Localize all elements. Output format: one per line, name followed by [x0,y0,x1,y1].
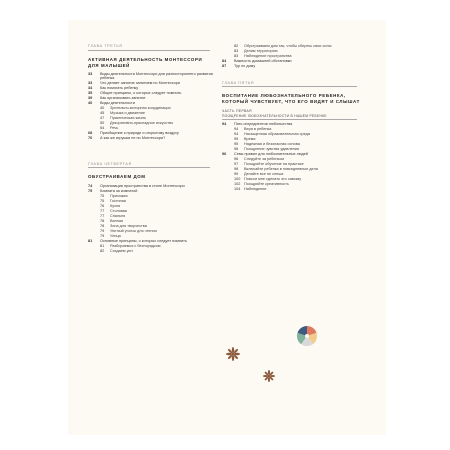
book-page [68,20,386,435]
toc-entry[interactable] [88,72,214,81]
toc-entry-title: Столовая [110,208,127,213]
right-column [222,44,372,191]
pine-cone-icon [226,347,240,361]
toc-page-number: 94 [234,131,239,136]
toc-page-number: 95 [234,136,239,141]
toc-entry-title: Что делает занятие занятием по Монтессори [100,81,181,86]
toc-page-number: 76 [100,203,105,208]
toc-entry[interactable] [88,86,214,91]
toc-entry[interactable] [222,187,372,192]
toc-page-number: 33 [88,81,93,86]
toc-entry[interactable] [88,249,214,254]
toc-entry[interactable] [222,152,372,157]
toc-entry-title: Уютный уголок для чтения [110,228,157,233]
toc-entry-title: Улица [110,233,121,238]
toc-entry-title: Общие принципы, о которых следует помнить [100,91,182,96]
toc-entry[interactable] [88,204,214,209]
toc-entry[interactable] [88,234,214,239]
toc-entry-title: Зона для творчества [110,223,147,228]
toc-entry[interactable] [222,137,372,142]
toc-page-number: 98 [234,166,239,171]
toc-entry-title: Делим территорию [244,49,278,54]
toc-entry-title: Ванная [110,218,124,223]
toc-entry-title: Обустраиваем дом так, чтобы сберечь свои силы [244,44,332,49]
toc-page-number: 70 [88,136,93,141]
toc-entry[interactable] [222,172,372,177]
toc-entry-title: Важность домашней обстановки [234,59,292,64]
toc-entry[interactable] [222,182,372,187]
toc-list [222,44,372,69]
toc-page-number: 35 [88,91,93,96]
toc-page-number: 50 [100,121,105,126]
toc-entry[interactable] [222,54,372,59]
toc-page-number: 94 [234,126,239,131]
toc-page-number: 77 [100,208,105,213]
toc-list [222,122,372,191]
toc-entry-title: Гостиная [110,198,126,203]
toc-page-number: 45 [100,111,105,116]
toc-entry-title: Зрительно-моторная координация [110,106,171,111]
toc-page-number: 68 [88,131,93,136]
toc-entry-title: Основные принципы, о которых следует помнить [100,238,187,243]
toc-entry-title: Следуйте за ребенком [244,156,284,161]
toc-page-number: 102 [234,181,241,186]
toc-page-number: 95 [234,141,239,146]
toc-entry[interactable] [222,157,372,162]
toc-entry[interactable] [88,229,214,234]
toc-entry-title: Время [244,136,256,141]
toc-entry[interactable] [88,239,214,244]
toc-entry[interactable] [88,199,214,204]
toc-entry-title: Пять ингредиентов любопытства [234,121,293,126]
toc-entry[interactable] [88,214,214,219]
toc-entry[interactable] [222,162,372,167]
toc-entry-title: Помоги мне сделать это самому [244,176,302,181]
toc-entry-title: Включайте ребенка в повседневные дела [244,166,318,171]
toc-page-number: 104 [234,186,241,191]
toc-entry[interactable] [88,219,214,224]
toc-entry[interactable] [88,244,214,249]
chapter-label: ГЛАВА ТРЕТЬЯ [88,44,210,51]
chapter-label: ГЛАВА ПЯТАЯ [222,81,357,88]
left-column [88,44,214,253]
toc-page-number: 47 [100,116,105,121]
toc-entry-title: Практическая жизнь [110,116,146,121]
chapter-title: ВОСПИТАНИЕ ЛЮБОЗНАТЕЛЬНОГО РЕБЕНКА, КОТОРЫЙ ЧУВСТВУЕТ, ЧТО ЕГО ВИДЯТ И СЛЫШАТ [222,93,360,105]
toc-entry-title: Как помогать ребенку [100,86,139,91]
toc-entry-title: Наблюдение [244,186,267,191]
chapter-title: АКТИВНАЯ ДЕЯТЕЛЬНОСТЬ МОНТЕССОРИ ДЛЯ МАЛЫШЕЙ [88,56,203,68]
toc-entry[interactable] [222,132,372,137]
toc-entry[interactable] [222,127,372,132]
toc-page-number: 39 [88,96,93,101]
toc-entry-title: Кухня [110,203,121,208]
toc-entry-title: Семь правил для любознательных людей [234,151,308,156]
toc-entry[interactable] [88,224,214,229]
toc-entry-title: Разбираемся с беспорядком [110,243,161,248]
toc-page-number: 96 [222,151,227,156]
toc-page-number: 94 [222,121,227,126]
toc-page-number: 75 [88,188,93,193]
toc-page-number: 99 [234,171,239,176]
toc-entry[interactable] [222,44,372,49]
toc-page-number: 84 [222,59,227,64]
toc-entry[interactable] [222,142,372,147]
toc-page-number: 96 [234,156,239,161]
toc-entry[interactable] [88,136,214,141]
toc-page-number: 82 [100,248,105,253]
toc-entry[interactable] [222,64,372,69]
toc-entry-title: Прихожая [110,193,128,198]
toc-page-number: 83 [234,54,239,59]
toc-page-number: 82 [234,44,239,49]
toc-page-number: 33 [88,71,93,76]
toc-page-number: 100 [234,176,241,181]
chapter-label: ГЛАВА ЧЕТВЕРТАЯ [88,162,210,169]
toc-page-number: 87 [222,64,227,69]
toc-entry-title: Поощряйте креативность [244,181,289,186]
toc-entry-title: Организация пространства в стиле Монтессори [100,183,185,188]
part-label: ЧАСТЬ ПЕРВАЯ [222,109,252,114]
toc-page-number: 96 [234,146,239,151]
toc-entry[interactable] [222,49,372,54]
toc-page-number: 75 [100,198,105,203]
toc-entry[interactable] [222,59,372,64]
toc-list [88,184,214,253]
toc-entry[interactable] [222,147,372,152]
toc-list [88,72,214,141]
toc-page-number: 81 [88,238,93,243]
toc-page-number: 74 [88,183,93,188]
toc-page-number: 77 [100,213,105,218]
toc-entry-title: Делайте все не спеша [244,171,284,176]
toc-entry[interactable] [88,184,214,189]
toc-page-number: 40 [88,101,93,106]
toc-entry[interactable] [222,177,372,182]
toc-entry-title: Вера в ребенка [244,126,272,131]
toc-entry-title: Виды деятельности Монтессори для разностороннего развития ребенка [100,71,213,81]
toc-entry[interactable] [88,131,214,136]
toc-entry[interactable] [88,189,214,194]
toc-entry[interactable] [88,209,214,214]
toc-entry-title: Поощрение чувства удивления [244,146,299,151]
color-wheel-icon [296,325,318,347]
toc-entry-title: Как организовать занятие [100,96,146,101]
toc-entry-title: Надежная и безопасная основа [244,141,300,146]
toc-entry-title: Создаем уют [110,248,133,253]
toc-entry[interactable] [88,194,214,199]
toc-entry[interactable] [88,81,214,86]
toc-entry[interactable] [88,111,214,116]
toc-entry[interactable] [88,116,214,121]
toc-entry-title: Декоративно-прикладное искусство [110,121,174,126]
toc-entry[interactable] [88,96,214,101]
part-title: ПООЩРЕНИЕ ЛЮБОЗНАТЕЛЬНОСТИ В НАШЕМ РЕБЕНКЕ [222,114,357,120]
pine-cone-icon [263,370,275,382]
toc-entry-title: Поощряйте обучение на практике [244,161,304,166]
toc-entry-title: Тур по дому [234,64,256,69]
toc-entry-title: А как же игрушки не по Монтессори? [100,136,166,141]
chapter-title: ОБУСТРАИВАЕМ ДОМ [88,174,146,180]
toc-page-number: 78 [100,223,105,228]
toc-page-number: 79 [100,228,105,233]
toc-page-number: 75 [100,193,105,198]
toc-entry-title: Виды деятельности [100,101,135,106]
toc-page-number: 83 [234,49,239,54]
toc-entry-title: Музыка и движение [110,111,145,116]
toc-entry-title: Приобщение к природе и открытому воздуху [100,131,179,136]
toc-entry-title: Спальня [110,213,126,218]
toc-page-number: 97 [234,161,239,166]
toc-entry[interactable] [88,101,214,106]
toc-page-number: 34 [88,86,93,91]
toc-page-number: 78 [100,218,105,223]
toc-entry-title: Насыщенная образовательная среда [244,131,310,136]
toc-page-number: 40 [100,106,105,111]
toc-page-number: 81 [100,243,105,248]
toc-entry-title: Наблюдение пространства [244,54,292,59]
toc-entry[interactable] [88,106,214,111]
toc-page-number: 54 [100,126,105,131]
toc-entry[interactable] [88,126,214,131]
toc-entry-title: Речь [110,126,119,131]
toc-entry[interactable] [88,91,214,96]
toc-entry[interactable] [222,122,372,127]
toc-entry[interactable] [222,167,372,172]
toc-page-number: 79 [100,233,105,238]
toc-entry-title: Комната за комнатой [100,188,138,193]
toc-entry[interactable] [88,121,214,126]
